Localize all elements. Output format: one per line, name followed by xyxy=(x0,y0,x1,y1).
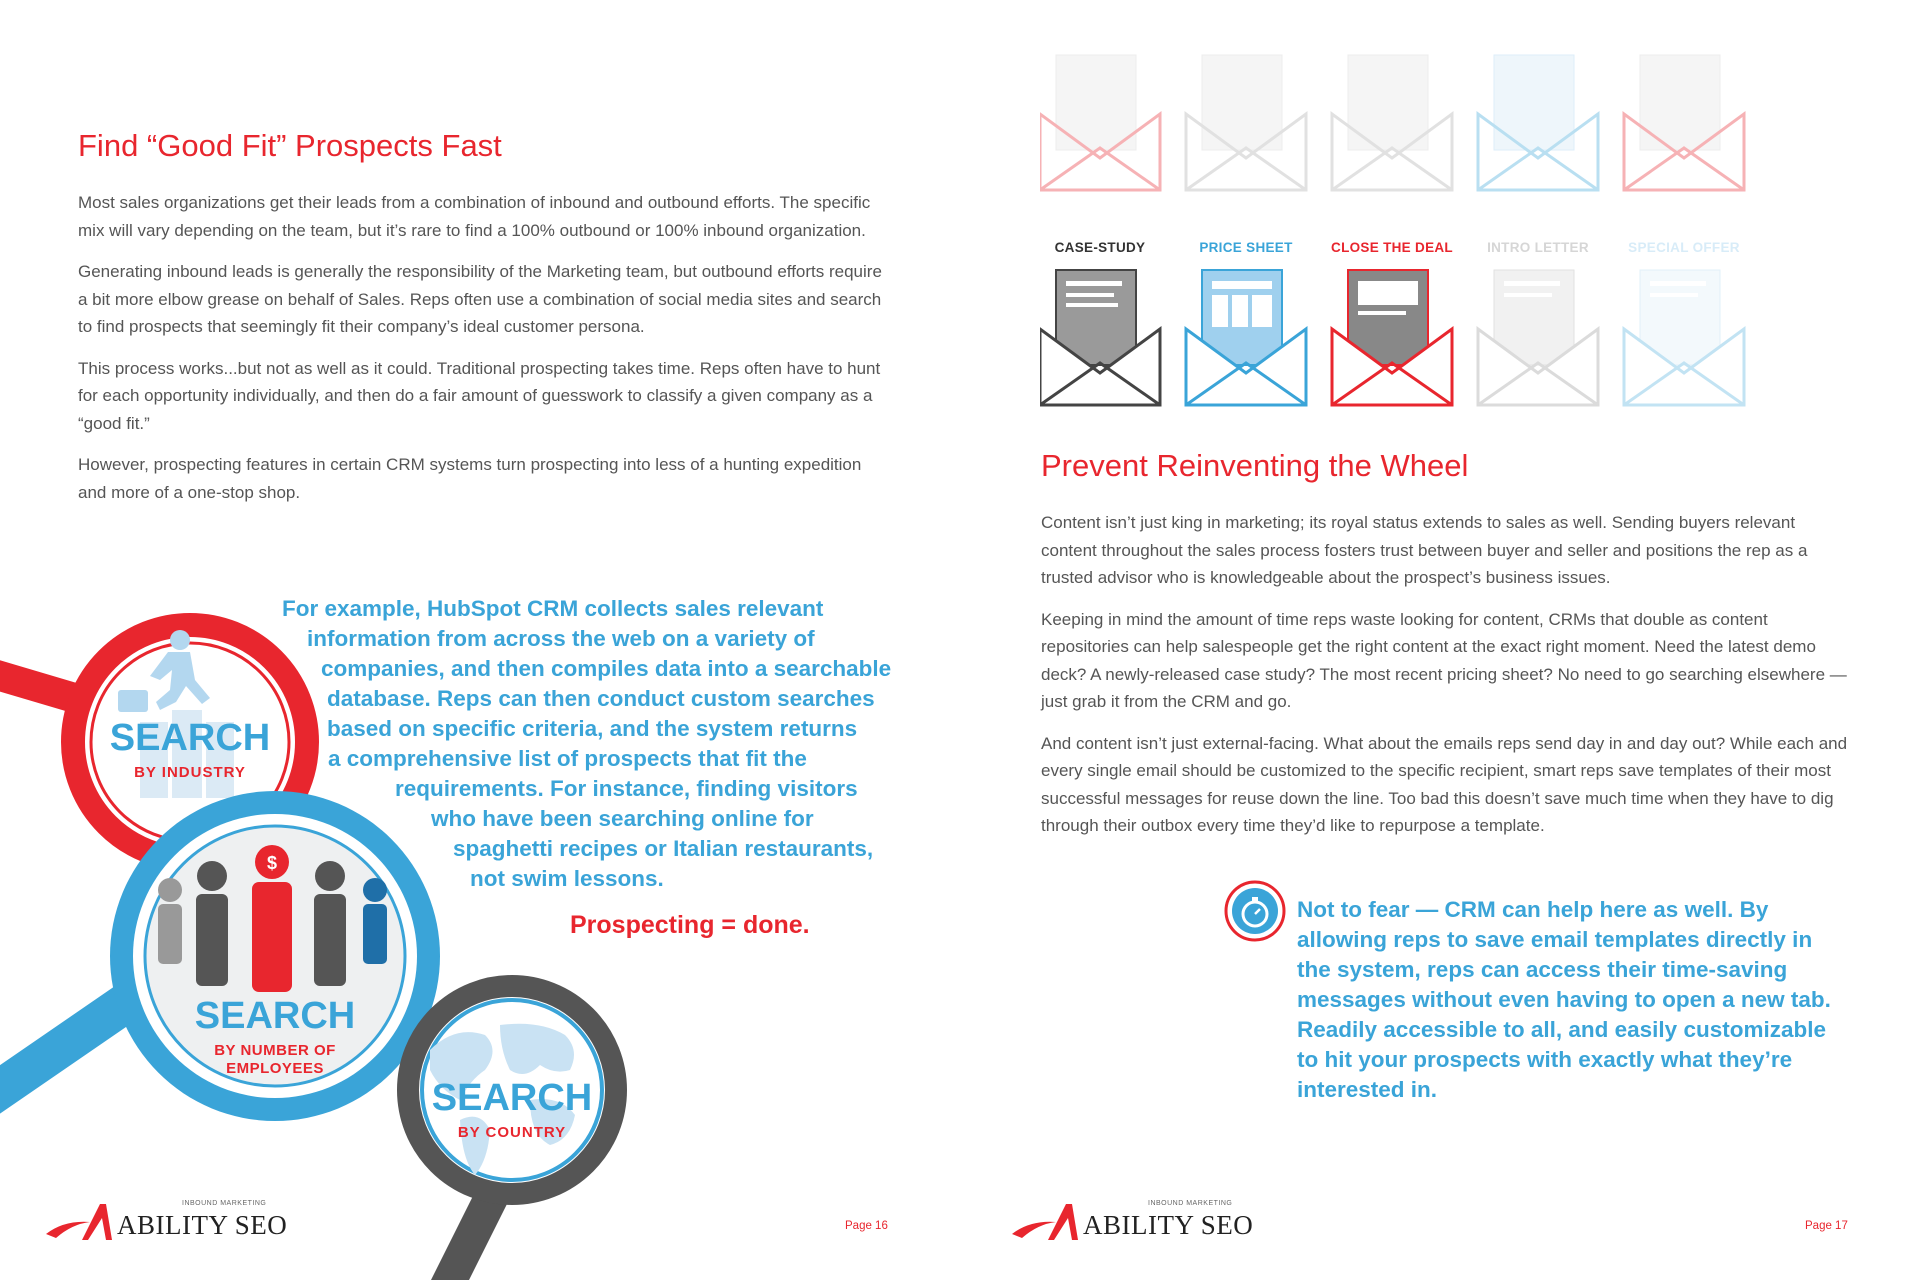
quote-line: information from across the web on a variety of xyxy=(307,626,815,651)
close-the-deal-envelope-icon xyxy=(1332,270,1452,405)
country-handle xyxy=(440,1190,495,1280)
logo-a-icon xyxy=(44,1198,124,1248)
search-subtitle: EMPLOYEES xyxy=(226,1060,324,1077)
envelope-icon xyxy=(1478,55,1598,190)
envelope-label: CASE-STUDY xyxy=(1054,240,1146,255)
search-subtitle: BY COUNTRY xyxy=(457,1124,567,1141)
intro-text xyxy=(78,189,888,520)
envelope-icon xyxy=(1040,55,1160,190)
paragraph: This process works...but not as well as it could. Traditional prospecting takes time. Reps often have to hunt for each opportunity individually, and then do a fair amount of guesswork to classify a given company as a “good fit.” xyxy=(78,358,881,433)
logo-tagline: INBOUND MARKETING xyxy=(182,1200,267,1207)
paragraph: Content isn’t just king in marketing; its royal status extends to sales as well. Sending buyers relevant content throughout the sales process fosters trust between buyer and seller and positions the rep as a trusted advisor who is knowledgeable about the prospect’s business issues. xyxy=(1041,513,1808,587)
envelope-row-faded xyxy=(1040,55,1744,190)
logo-a-icon xyxy=(1010,1198,1090,1248)
quote-line: who have been searching online for xyxy=(431,806,814,831)
price-sheet-envelope-icon xyxy=(1186,270,1306,405)
envelope-icon xyxy=(1186,55,1306,190)
quote-conclusion: Prospecting = done. xyxy=(570,911,810,939)
quote-line: spaghetti recipes or Italian restaurants, xyxy=(453,836,874,861)
logo-tagline: INBOUND MARKETING xyxy=(1148,1200,1233,1207)
search-subtitle: BY NUMBER OF xyxy=(214,1042,336,1059)
paragraph: Keeping in mind the amount of time reps waste looking for content, CRMs that double as content repositories can help salespeople get the right content at the exact right moment. Need the latest demo deck? A newly-released case study? The most recent pricing sheet? No need to go searching elsewhere — just grab it from the CRM and go. xyxy=(1041,609,1847,711)
employees-handle xyxy=(0,1000,130,1110)
stopwatch-icon xyxy=(1224,880,1286,942)
quote-line: the system, reps can access their time-saving xyxy=(1297,957,1788,982)
envelope-label: INTRO LETTER xyxy=(1487,240,1589,255)
quote-line: based on specific criteria, and the system returns xyxy=(327,716,858,741)
envelope-label: CLOSE THE DEAL xyxy=(1331,240,1453,255)
quote-line: messages without even having to open a new tab. xyxy=(1297,987,1831,1012)
quote-line: requirements. For instance, finding visitors xyxy=(395,776,858,801)
logo-name: ABILITY SEO xyxy=(1083,1210,1254,1240)
search-title: SEARCH xyxy=(109,717,271,759)
search-country-lens xyxy=(408,986,616,1194)
envelope-row xyxy=(1040,270,1744,405)
quote-line: For example, HubSpot CRM collects sales relevant xyxy=(282,596,824,621)
quote-line: interested in. xyxy=(1297,1077,1438,1102)
paragraph: Generating inbound leads is generally the responsibility of the Marketing team, but outbound efforts require a bit more elbow grease on behalf of Sales. Reps often use a combination of social media sites and search to find prospects that seemingly fit their company’s ideal customer persona. xyxy=(78,262,882,336)
paragraph: Most sales organizations get their leads from a combination of inbound and outbound efforts. The specific mix will vary depending on the team, but it’s rare to find a 100% outbound or 100% inbound organization. xyxy=(78,193,871,240)
ability-seo-logo xyxy=(44,1198,304,1248)
envelope-grid xyxy=(1040,50,1860,410)
page-number: Page 16 xyxy=(845,1220,888,1232)
content-text xyxy=(1041,509,1851,854)
envelope-label: PRICE SHEET xyxy=(1199,240,1293,255)
envelope-label: SPECIAL OFFER xyxy=(1628,240,1740,255)
special-offer-envelope-icon xyxy=(1624,270,1744,405)
dollar-icon: $ xyxy=(266,853,278,873)
quote-line: to hit your prospects with exactly what they’re xyxy=(1297,1047,1793,1072)
page-title: Find “Good Fit” Prospects Fast xyxy=(78,128,502,163)
page-17 xyxy=(960,0,1920,1280)
envelope-icon xyxy=(1624,55,1744,190)
paragraph: And content isn’t just external-facing. What about the emails reps send day in and day out? While each and every single email should be customized to the specific recipient, smart reps save templates of their most successful messages for reuse down the line. Too bad this doesn’t save much time when they have to dig through their outbox every time they’d like to repurpose a template. xyxy=(1041,733,1848,835)
quote-line: not swim lessons. xyxy=(470,866,664,891)
search-subtitle: BY INDUSTRY xyxy=(134,764,246,781)
quote-line: Not to fear — CRM can help here as well. By xyxy=(1297,897,1769,922)
quote-line: allowing reps to save email templates directly in xyxy=(1297,927,1813,952)
envelope-icon xyxy=(1332,55,1452,190)
quote-line: Readily accessible to all, and easily customizable xyxy=(1297,1017,1826,1042)
quote-line: a comprehensive list of prospects that fit the xyxy=(328,746,807,771)
case-study-envelope-icon xyxy=(1040,270,1160,405)
ability-seo-logo xyxy=(1010,1198,1270,1248)
search-title: SEARCH xyxy=(194,995,356,1037)
crm-quote xyxy=(1297,895,1831,1105)
logo-name: ABILITY SEO xyxy=(117,1210,288,1240)
section-title: Prevent Reinventing the Wheel xyxy=(1041,448,1469,483)
quote-line: database. Reps can then conduct custom searches xyxy=(327,686,875,711)
page-number: Page 17 xyxy=(1805,1220,1848,1232)
search-employees-lens xyxy=(110,791,440,1121)
quote-line: companies, and then compiles data into a searchable xyxy=(321,656,892,681)
search-title: SEARCH xyxy=(431,1077,593,1119)
paragraph: However, prospecting features in certain CRM systems turn prospecting into less of a hunting expedition and more of a one-stop shop. xyxy=(78,455,862,502)
intro-letter-envelope-icon xyxy=(1478,270,1598,405)
